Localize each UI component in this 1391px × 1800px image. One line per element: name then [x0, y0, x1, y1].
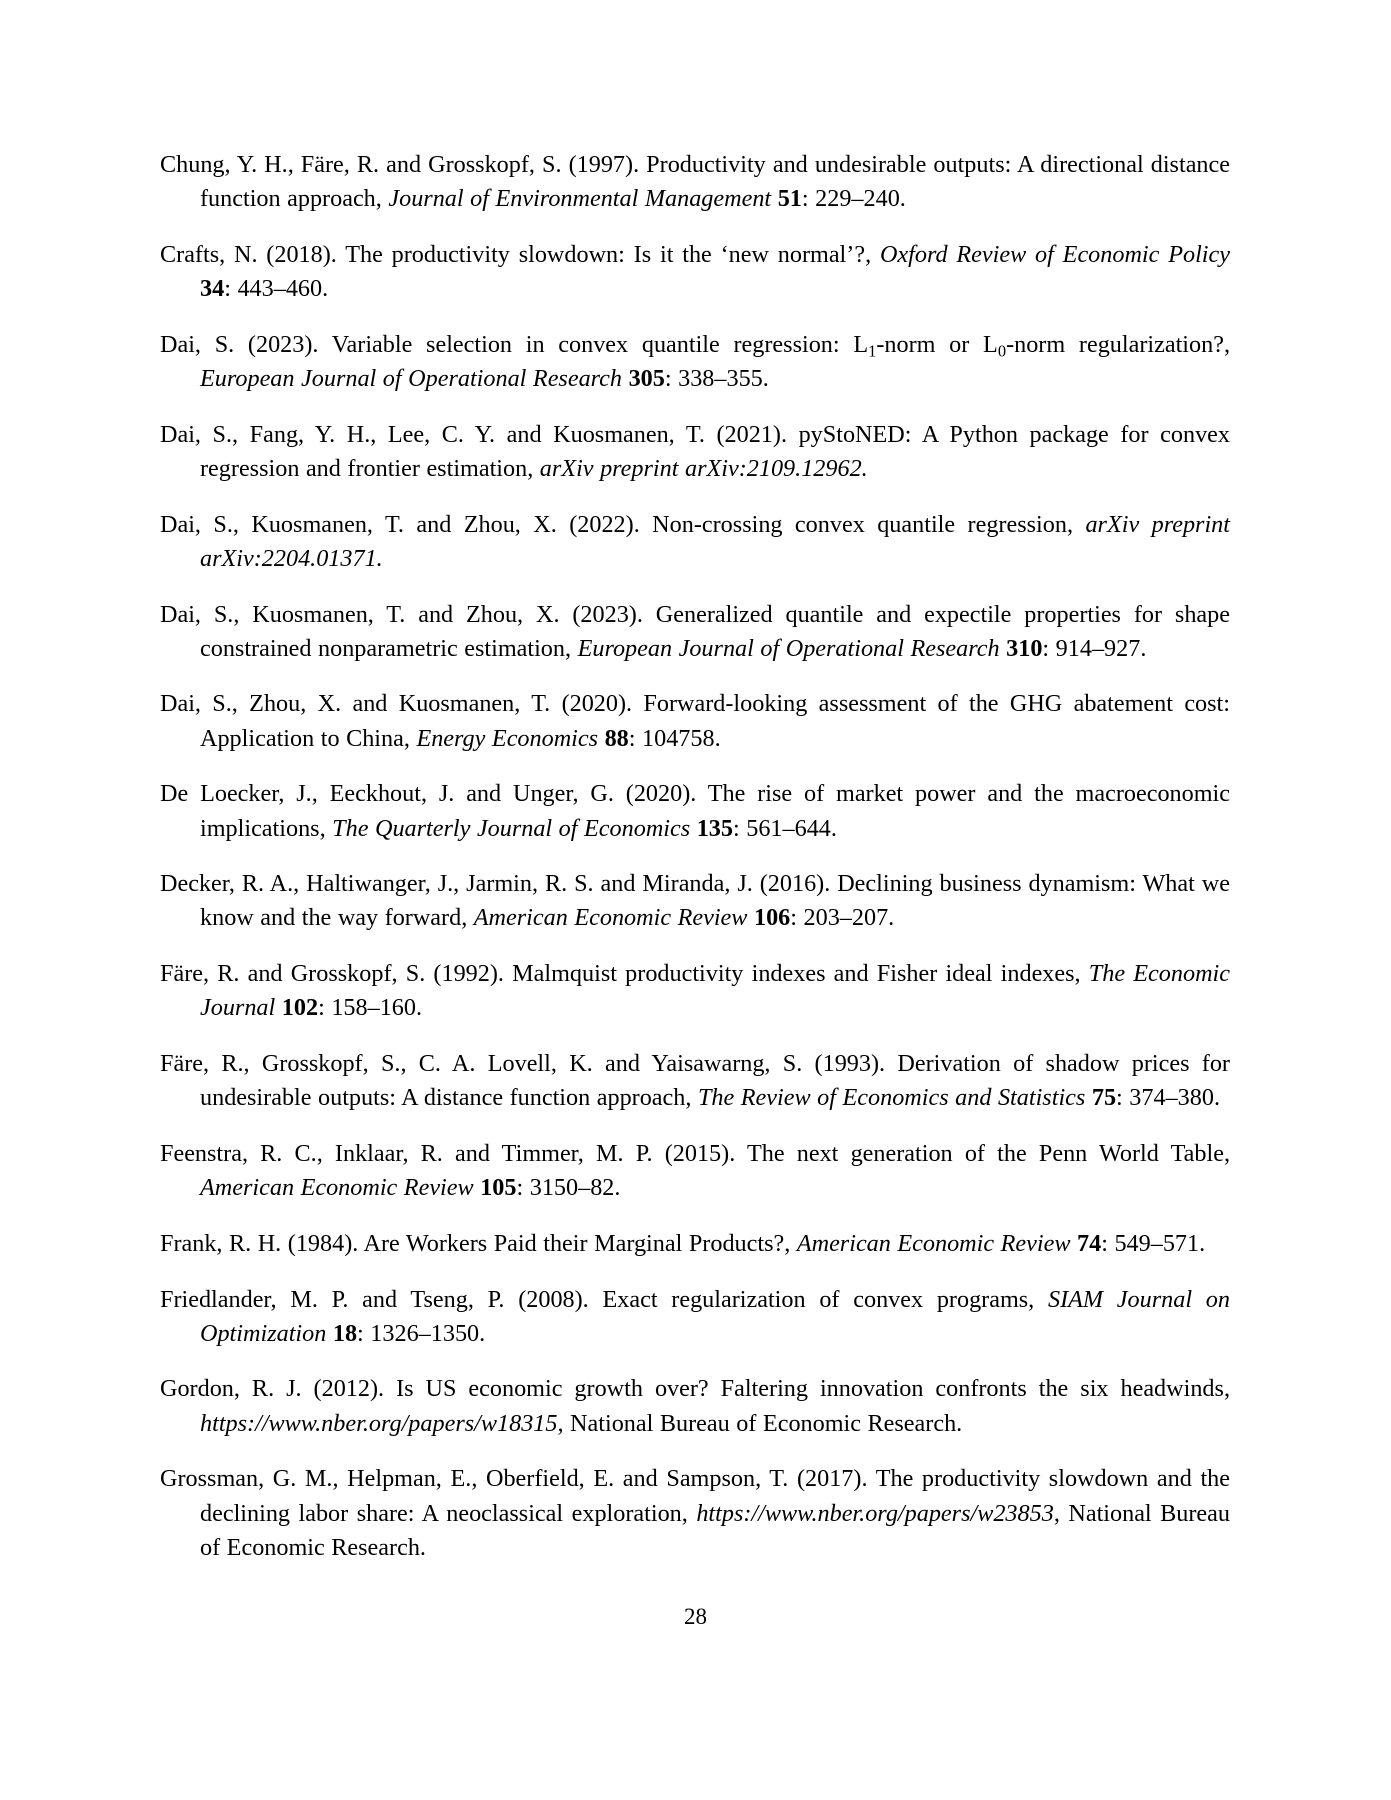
bibliography-entry: Dai, S., Kuosmanen, T. and Zhou, X. (2022). Non-crossing convex quantile regression, arXiv preprint arXiv:2204.01371. — [160, 510, 1230, 572]
page-number: 28 — [684, 1604, 707, 1629]
bibliography-entry: Dai, S., Zhou, X. and Kuosmanen, T. (2020). Forward-looking assessment of the GHG abatement cost: Application to China, Energy Economics 88: 104758. — [160, 690, 1230, 752]
bibliography-entry: Grossman, G. M., Helpman, E., Oberfield, E. and Sampson, T. (2017). The productivity slowdown and the declining labor share: A neoclassical exploration, https://www.nber.org/papers/w23853, National Bureau of Economic Research. — [160, 1465, 1230, 1561]
bibliography-entry: Feenstra, R. C., Inklaar, R. and Timmer, M. P. (2015). The next generation of the Penn World Table, American Economic Review 105: 3150–82. — [160, 1139, 1230, 1202]
bibliography-entry: Färe, R. and Grosskopf, S. (1992). Malmquist productivity indexes and Fisher ideal indexes, The Economic Journal 102: 158–160. — [160, 960, 1230, 1022]
bibliography-entry: De Loecker, J., Eeckhout, J. and Unger, G. (2020). The rise of market power and the macroeconomic implications, The Quarterly Journal of Economics 135: 561–644. — [160, 780, 1230, 842]
bibliography-entry: Chung, Y. H., Färe, R. and Grosskopf, S. (1997). Productivity and undesirable outputs: A directional distance function approach, Journal of Environmental Management 51: 229–240. — [160, 151, 1230, 213]
bibliography-entry: Frank, R. H. (1984). Are Workers Paid their Marginal Products?, American Economic Review 74: 549–571. — [160, 1229, 1206, 1257]
bibliography-entry: Gordon, R. J. (2012). Is US economic growth over? Faltering innovation confronts the six headwinds, https://www.nber.org/papers/w18315, National Bureau of Economic Research. — [160, 1375, 1230, 1437]
bibliography-entry: Dai, S., Kuosmanen, T. and Zhou, X. (2023). Generalized quantile and expectile properties for shape constrained nonparametric estimation, European Journal of Operational Research 310: 914–927. — [160, 600, 1230, 662]
bibliography-entry: Färe, R., Grosskopf, S., C. A. Lovell, K. and Yaisawarng, S. (1993). Derivation of shadow prices for undesirable outputs: A distance function approach, The Review of Economics and Statistics 75: 374–380. — [160, 1050, 1230, 1112]
bibliography-list — [160, 148, 1230, 1565]
bibliography-entry: Dai, S. (2023). Variable selection in convex quantile regression: $L_1$-norm or $L_0$-norm regularization?, European Journal of Operational Research 305: 338–355. — [160, 330, 1230, 393]
bibliography-entry: Crafts, N. (2018). The productivity slowdown: Is it the ‘new normal’?, Oxford Review of Economic Policy 34: 443–460. — [160, 240, 1230, 303]
bibliography-entry: Decker, R. A., Haltiwanger, J., Jarmin, R. S. and Miranda, J. (2016). Declining business dynamism: What we know and the way forward, American Economic Review 106: 203–207. — [160, 870, 1230, 932]
bibliography-entry: Dai, S., Fang, Y. H., Lee, C. Y. and Kuosmanen, T. (2021). pyStoNED: A Python package for convex regression and frontier estimation, arXiv preprint arXiv:2109.12962. — [160, 420, 1230, 482]
bibliography-entry: Friedlander, M. P. and Tseng, P. (2008). Exact regularization of convex programs, SIAM Journal on Optimization 18: 1326–1350. — [160, 1285, 1230, 1347]
